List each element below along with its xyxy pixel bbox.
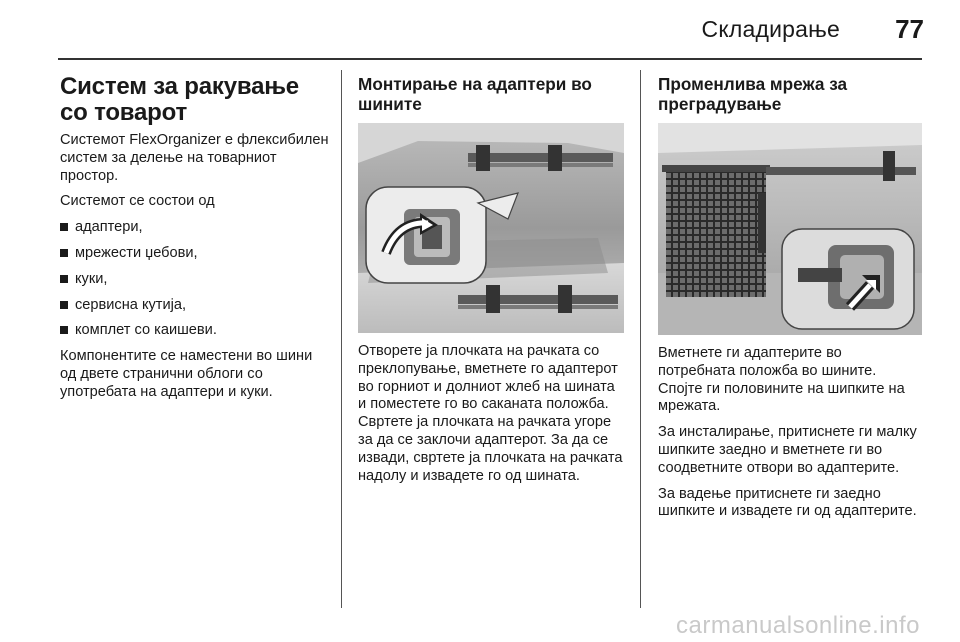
paragraph: Системот се состои од bbox=[60, 193, 215, 210]
bullet-icon bbox=[60, 326, 68, 334]
column-3 bbox=[658, 74, 920, 529]
page-header-title: Складирање bbox=[701, 16, 840, 42]
paragraph: За инсталирање, притиснете ги малку шипките заедно и вметнете ги во соодветните отвори во адаптерите. bbox=[658, 424, 917, 476]
column-divider-2 bbox=[640, 70, 641, 608]
column-2 bbox=[358, 74, 626, 493]
column-1 bbox=[60, 74, 332, 410]
paragraph: За вадење притиснете ги заедно шипките и извадете ги од адаптерите. bbox=[658, 485, 917, 520]
paragraph: Системот FlexOrganizer е флексибилен систем за делење на товарниот простор. bbox=[60, 132, 329, 184]
header-rule bbox=[58, 58, 922, 60]
adapter-rail-illustration bbox=[358, 123, 624, 333]
list-item: куки, bbox=[60, 271, 332, 289]
bullet-icon bbox=[60, 275, 68, 283]
list-item: сервисна кутија, bbox=[60, 297, 332, 315]
page-number: 77 bbox=[895, 14, 924, 44]
watermark: carmanualsonline.info bbox=[676, 612, 920, 639]
bullet-icon bbox=[60, 249, 68, 257]
list-item: адаптери, bbox=[60, 219, 332, 237]
paragraph: Компонентите се наместени во шини од двете странични облоги со употребата на адаптери и куки. bbox=[60, 348, 313, 400]
bullet-icon bbox=[60, 223, 68, 231]
section-heading-partition-net: Променлива мрежа за преградување bbox=[658, 74, 848, 114]
column-divider-1 bbox=[341, 70, 342, 608]
list-item: мрежести џебови, bbox=[60, 245, 332, 263]
component-list bbox=[60, 219, 332, 340]
paragraph: Отворете ја плочката на рачката со преклопување, вметнете го адаптерот во горниот и долниот жлеб на шината и поместете го во саканата положба. Свртете ја плочката на рачката угоре за да се заклочи адаптерот. За да се извади, свртете ја плочката на рачката надолу и извадете го од шината. bbox=[358, 343, 623, 484]
section-heading-cargo-system: Систем за ракување со товарот bbox=[60, 73, 299, 126]
partition-net-illustration bbox=[658, 123, 922, 335]
bullet-icon bbox=[60, 301, 68, 309]
section-heading-mounting-adapters: Монтирање на адаптери во шините bbox=[358, 74, 592, 114]
paragraph: Вметнете ги адаптерите во потребната положба во шините. Спојте ги половините на шипките на мрежата. bbox=[658, 345, 905, 415]
list-item: комплет со каишеви. bbox=[60, 322, 332, 340]
